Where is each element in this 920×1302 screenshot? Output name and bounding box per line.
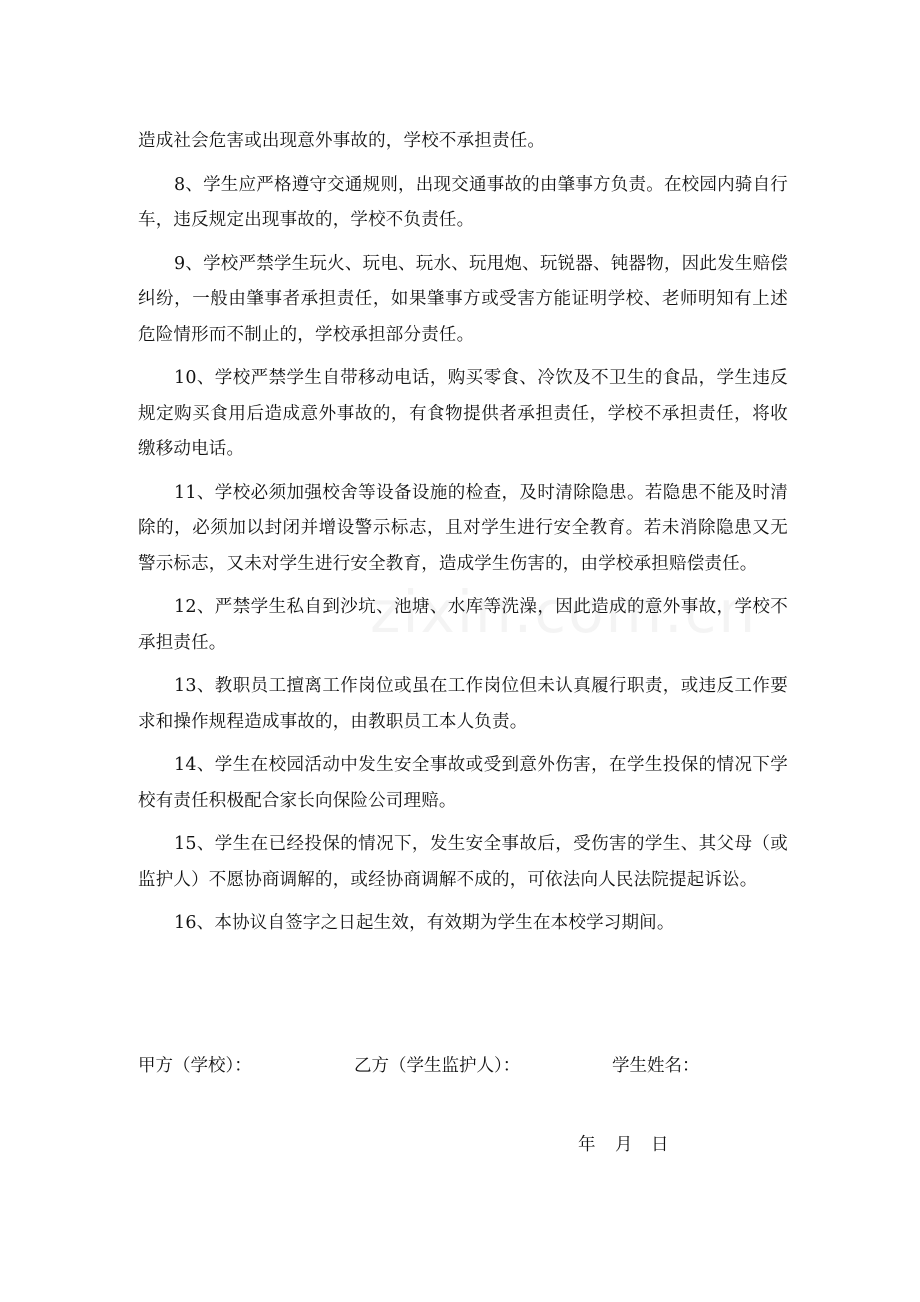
clause-9: 9、学校严禁学生玩火、玩电、玩水、玩甩炮、玩锐器、钝器物，因此发生赔偿纠纷，一般由肇事者承担责任，如果肇事方或受害方能证明学校、老师明知有上述危险情形而不制止的，学校承担部分责任。 <box>138 253 788 345</box>
clause-15: 15、学生在已经投保的情况下，发生安全事故后，受伤害的学生、其父母（或监护人）不愿协商调解的，或经协商调解不成的，可依法向人民法院提起诉讼。 <box>138 834 788 890</box>
clause-11: 11、学校必须加强校舍等设备设施的检查，及时清除隐患。若隐患不能及时清除的，必须加以封闭并增设警示标志，且对学生进行安全教育。若未消除隐患又无警示标志，又未对学生进行安全教育，造成学生伤害的，由学校承担赔偿责任。 <box>138 482 788 574</box>
date-month: 月 <box>615 1135 633 1155</box>
student-name-label: 学生姓名： <box>612 1056 700 1076</box>
agreement-body <box>138 124 788 950</box>
date-year: 年 <box>578 1135 596 1155</box>
paragraph-continuation: 造成社会危害或出现意外事故的，学校不承担责任。 <box>138 131 546 151</box>
clause-16: 16、本协议自签字之日起生效，有效期为学生在本校学习期间。 <box>174 913 675 933</box>
party-a-label: 甲方（学校）： <box>138 1056 252 1076</box>
clause-14: 14、学生在校园活动中发生安全事故或受到意外伤害，在学生投保的情况下学校有责任积极配合家长向保险公司理赔。 <box>138 755 788 811</box>
clause-8: 8、学生应严格遵守交通规则，出现交通事故的由肇事方负责。在校园内骑自行车，违反规定出现事故的，学校不负责任。 <box>138 174 788 230</box>
date-row <box>0 1131 920 1161</box>
clause-10: 10、学校严禁学生自带移动电话，购买零食、冷饮及不卫生的食品，学生违反规定购买食用后造成意外事故的，有食物提供者承担责任，学校不承担责任，将收缴移动电话。 <box>138 368 788 459</box>
clause-12: 12、严禁学生私自到沙坑、池塘、水库等洗澡，因此造成的意外事故，学校不承担责任。 <box>138 597 788 653</box>
party-b-label: 乙方（学生监护人）： <box>354 1056 521 1076</box>
date-day: 日 <box>651 1135 669 1155</box>
signature-row <box>0 1052 920 1082</box>
clause-13: 13、教职员工擅离工作岗位或虽在工作岗位但未认真履行职责，或违反工作要求和操作规程造成事故的，由教职员工本人负责。 <box>138 676 788 732</box>
